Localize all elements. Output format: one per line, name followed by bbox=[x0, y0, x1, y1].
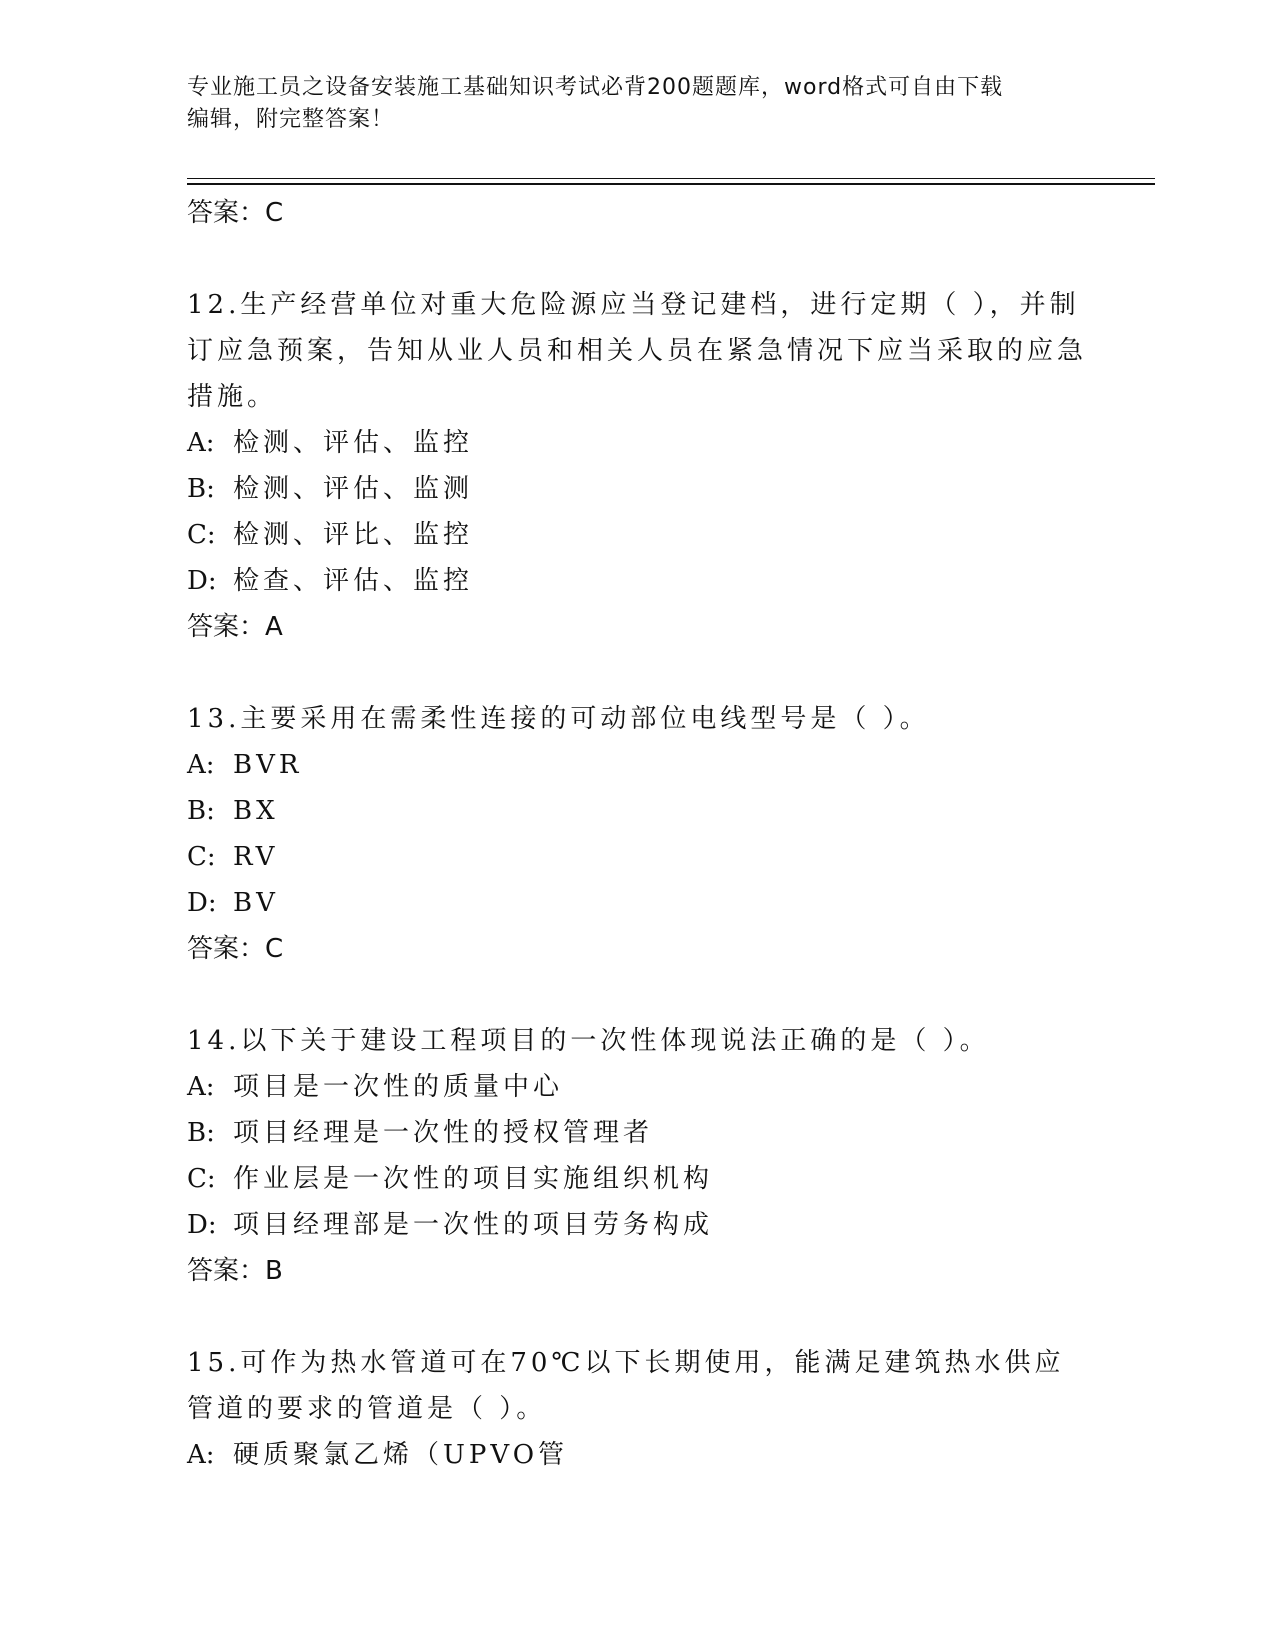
option-letter: A: bbox=[187, 428, 215, 458]
option-a bbox=[187, 420, 1087, 466]
option-b bbox=[187, 466, 1087, 512]
question-text: 12.生产经营单位对重大危险源应当登记建档，进行定期（ ），并制订应急预案，告知从业人员和相关人员在紧急情况下应当采取的应急措施。 bbox=[187, 290, 1088, 412]
option-letter: A: bbox=[187, 1072, 215, 1102]
question-15 bbox=[187, 1340, 1087, 1478]
question-list bbox=[187, 190, 1087, 1478]
option-text: 项目是一次性的质量中心 bbox=[233, 1072, 564, 1102]
option-a bbox=[187, 742, 1087, 788]
option-text: 检测、评比、监控 bbox=[233, 520, 474, 550]
option-d bbox=[187, 880, 1087, 926]
option-text: 作业层是一次性的项目实施组织机构 bbox=[233, 1164, 714, 1194]
option-text: 检查、评估、监控 bbox=[233, 566, 474, 596]
option-a bbox=[187, 1432, 1087, 1478]
option-letter: C: bbox=[187, 520, 216, 550]
header-line-2: 编辑，附完整答案！ bbox=[187, 107, 395, 132]
answer-line: 答案：B bbox=[187, 1256, 283, 1286]
question-text: 14.以下关于建设工程项目的一次性体现说法正确的是（ ）。 bbox=[187, 1026, 990, 1056]
option-letter: C: bbox=[187, 842, 216, 872]
option-text: 项目经理是一次性的授权管理者 bbox=[233, 1118, 654, 1148]
question-12 bbox=[187, 282, 1087, 650]
option-letter: A: bbox=[187, 750, 215, 780]
answer-line: 答案：C bbox=[187, 934, 284, 964]
option-d bbox=[187, 1202, 1087, 1248]
option-letter: B: bbox=[187, 474, 215, 504]
option-text: 项目经理部是一次性的项目劳务构成 bbox=[233, 1210, 714, 1240]
option-letter: B: bbox=[187, 1118, 215, 1148]
option-letter: D: bbox=[187, 566, 217, 596]
option-d bbox=[187, 558, 1087, 604]
option-text: BVR bbox=[233, 750, 303, 780]
document-header bbox=[187, 72, 1087, 136]
option-letter: D: bbox=[187, 1210, 217, 1240]
option-text: BX bbox=[233, 796, 279, 826]
option-text: RV bbox=[233, 842, 279, 872]
option-text: 检测、评估、监测 bbox=[233, 474, 474, 504]
question-text: 15.可作为热水管道可在70℃以下长期使用，能满足建筑热水供应管道的要求的管道是（ ）。 bbox=[187, 1348, 1065, 1424]
option-letter: D: bbox=[187, 888, 217, 918]
option-letter: A: bbox=[187, 1440, 215, 1470]
option-letter: B: bbox=[187, 796, 215, 826]
header-rule-thick bbox=[187, 183, 1155, 185]
option-text: BV bbox=[233, 888, 279, 918]
option-text: 检测、评估、监控 bbox=[233, 428, 474, 458]
option-b bbox=[187, 1110, 1087, 1156]
option-c bbox=[187, 1156, 1087, 1202]
option-c bbox=[187, 512, 1087, 558]
option-a bbox=[187, 1064, 1087, 1110]
answer-line: 答案：A bbox=[187, 612, 283, 642]
question-13 bbox=[187, 696, 1087, 972]
option-c bbox=[187, 834, 1087, 880]
question-text: 13.主要采用在需柔性连接的可动部位电线型号是（ ）。 bbox=[187, 704, 930, 734]
option-b bbox=[187, 788, 1087, 834]
question-14 bbox=[187, 1018, 1087, 1294]
header-rule-thin bbox=[187, 178, 1155, 179]
header-line-1: 专业施工员之设备安装施工基础知识考试必背200题题库，word格式可自由下载 bbox=[187, 75, 1004, 100]
answer-line: 答案：C bbox=[187, 198, 284, 228]
option-letter: C: bbox=[187, 1164, 216, 1194]
option-text: 硬质聚氯乙烯（UPVO管 bbox=[233, 1440, 569, 1470]
